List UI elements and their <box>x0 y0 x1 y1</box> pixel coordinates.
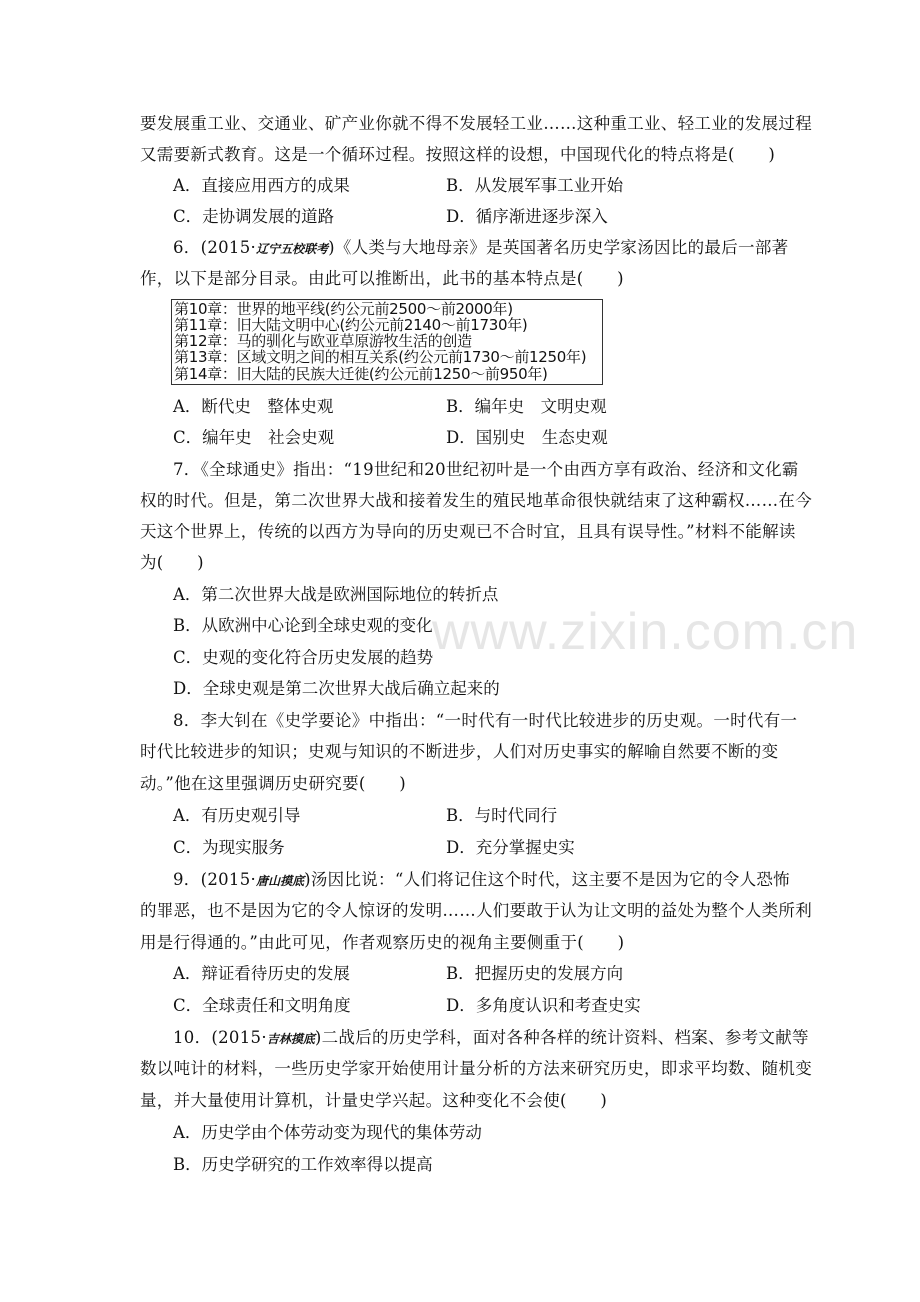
q9-option-b: B．把握历史的发展方向 <box>446 964 624 983</box>
q10-option-a: A．历史学由个体劳动变为现代的集体劳动 <box>173 1123 482 1142</box>
q5-option-a: A．直接应用西方的成果 <box>173 176 350 195</box>
q5-option-d: D．循序渐进逐步深入 <box>446 207 608 226</box>
watermark-text: www.zixin.com.cn <box>432 603 859 661</box>
q6-stem-start: )《人类与大地母亲》是英国著名历史学家汤因比的最后一部著 <box>328 238 789 257</box>
q7-text-line-1: 7．《全球通史》指出：“19世纪和20世纪初叶是一个由西方享有政治、经济和文化霸 <box>173 460 799 479</box>
q10-stem-start: )二战后的历史学科，面对各种各样的统计资料、档案、参考文献等 <box>314 1028 809 1047</box>
q6-text-line-2: 作，以下是部分目录。由此可以推断出，此书的基本特点是( ) <box>140 269 624 288</box>
q5-option-c: C．走协调发展的道路 <box>173 207 335 226</box>
toc-line-1: 第10章：世界的地平线(约公元前2500～前2000年) <box>174 300 513 318</box>
q10-text-line-1 <box>173 1028 809 1049</box>
q8-option-d: D．充分掌握史实 <box>446 838 575 857</box>
toc-line-3: 第12章：马的驯化与欧亚草原游牧生活的创造 <box>174 332 472 350</box>
q5-text-line-1: 要发展重工业、交通业、矿产业你就不得不发展轻工业……这种重工业、轻工业的发展过程 <box>140 114 812 133</box>
q9-text-line-3: 用是行得通的。”由此可见，作者观察历史的视角主要侧重于( ) <box>140 933 625 952</box>
q8-text-line-3: 动。”他在这里强调历史研究要( ) <box>140 774 406 793</box>
q7-option-d: D．全球史观是第二次世界大战后确立起来的 <box>173 679 500 698</box>
q10-source-label: 吉林摸底 <box>266 1032 315 1046</box>
q9-stem-start: )汤因比说：“人们将记住这个时代，这主要不是因为它的令人恐怖 <box>304 870 790 889</box>
toc-line-5: 第14章：旧大陆的民族大迁徙(约公元前1250～前950年) <box>174 365 548 383</box>
q10-option-b: B．历史学研究的工作效率得以提高 <box>173 1155 433 1174</box>
q7-text-line-4: 为( ) <box>140 553 204 572</box>
q6-option-a: A．断代史 整体史观 <box>173 397 334 416</box>
q8-text-line-1: 8．李大钊在《史学要论》中指出：“一时代有一时代比较进步的历史观。一时代有一 <box>173 711 798 730</box>
q5-option-b: B．从发展军事工业开始 <box>446 176 624 195</box>
q8-option-c: C．为现实服务 <box>173 838 285 857</box>
toc-line-4: 第13章：区域文明之间的相互关系(约公元前1730～前1250年) <box>174 348 587 366</box>
q7-text-line-2: 权的时代。但是，第二次世界大战和接着发生的殖民地革命很快就结束了这种霸权……在今 <box>140 491 812 510</box>
q7-text-line-3: 天这个世界上，传统的以西方为导向的历史观已不合时宜，且具有误导性。”材料不能解读 <box>140 522 796 541</box>
q9-option-d: D．多角度认识和考查史实 <box>446 996 641 1015</box>
q6-option-c: C．编年史 社会史观 <box>173 428 335 447</box>
q6-text-line-1 <box>173 238 789 259</box>
q10-text-line-2: 数以吨计的材料，一些历史学家开始使用计量分析的方法来研究历史，即求平均数、随机变 <box>140 1059 812 1078</box>
q7-option-b: B．从欧洲中心论到全球史观的变化 <box>173 616 433 635</box>
q5-text-line-2: 又需要新式教育。这是一个循环过程。按照这样的设想，中国现代化的特点将是( ) <box>140 145 776 164</box>
q7-option-c: C．史观的变化符合历史发展的趋势 <box>173 648 434 667</box>
q10-number: 10．(2015· <box>173 1028 267 1047</box>
q7-option-a: A．第二次世界大战是欧洲国际地位的转折点 <box>173 585 499 604</box>
q6-source-label: 辽宁五校联考 <box>256 242 329 256</box>
q9-option-a: A．辩证看待历史的发展 <box>173 964 350 983</box>
table-of-contents-box <box>171 299 603 385</box>
q9-option-c: C．全球责任和文明角度 <box>173 996 351 1015</box>
q6-option-b: B．编年史 文明史观 <box>446 397 607 416</box>
q8-text-line-2: 时代比较进步的知识；史观与知识的不断进步，人们对历史事实的解喻自然要不断的变 <box>140 742 779 761</box>
q10-text-line-3: 量，并大量使用计算机，计量史学兴起。这种变化不会使( ) <box>140 1091 608 1110</box>
q9-text-line-1 <box>173 870 790 891</box>
q9-number: 9．(2015· <box>173 870 257 889</box>
q9-source-label: 唐山摸底 <box>256 874 305 888</box>
q6-option-d: D．国别史 生态史观 <box>446 428 608 447</box>
q9-text-line-2: 的罪恶，也不是因为它的令人惊讶的发明……人们要敢于认为让文明的益处为整个人类所利 <box>140 901 812 920</box>
q8-option-a: A．有历史观引导 <box>173 806 301 825</box>
q6-number: 6．(2015· <box>173 238 257 257</box>
toc-line-2: 第11章：旧大陆文明中心(约公元前2140～前1730年) <box>174 316 528 334</box>
q8-option-b: B．与时代同行 <box>446 806 558 825</box>
